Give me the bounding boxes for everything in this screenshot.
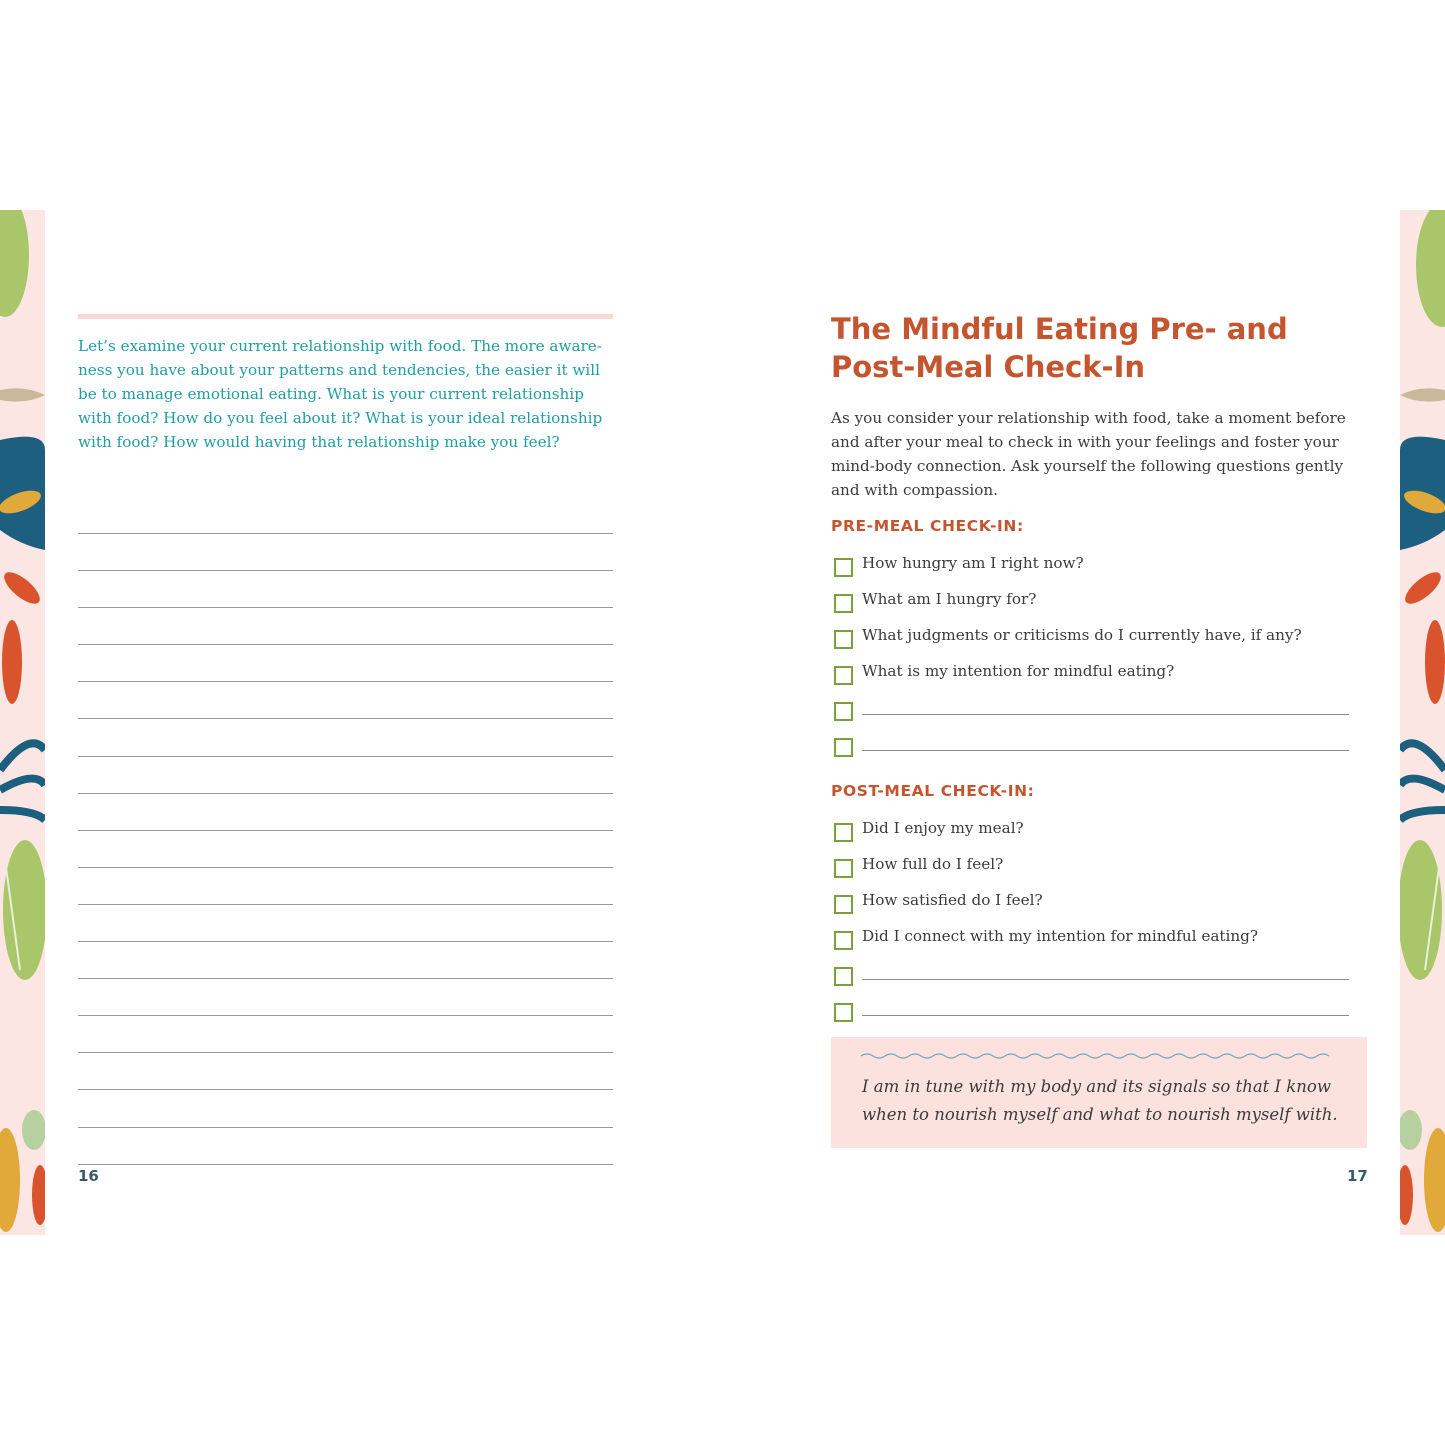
writing-line[interactable] [78, 535, 613, 571]
botanical-border-right [1400, 210, 1445, 1235]
checkbox[interactable] [834, 738, 853, 757]
writing-line[interactable] [78, 1129, 613, 1165]
page-title: The Mindful Eating Pre- and Post-Meal Check-In [831, 312, 1288, 384]
checkbox[interactable] [834, 702, 853, 721]
checklist-item[interactable] [834, 854, 1349, 890]
writing-line[interactable] [78, 795, 613, 831]
intro-paragraph: As you consider your relationship with food, take a moment before and after your meal to check in with your feelings and foster your mind-body connection. Ask yourself the following questions gently and with compassion. [831, 409, 1346, 499]
checklist-item-label: How hungry am I right now? [862, 554, 1084, 572]
wavy-divider-icon [861, 1052, 1336, 1060]
book-spread [0, 210, 1445, 1235]
checkbox[interactable] [834, 931, 853, 950]
affirmation-text: I am in tune with my body and its signals so that I know when to nourish myself and what to nourish myself with. [862, 1077, 1338, 1124]
writing-line[interactable] [78, 869, 613, 905]
writing-line[interactable] [78, 498, 613, 534]
writing-line[interactable] [78, 1092, 613, 1128]
checkbox[interactable] [834, 630, 853, 649]
blank-answer-line[interactable] [862, 979, 1349, 980]
pre-meal-heading: PRE-MEAL CHECK-IN: [831, 517, 1024, 535]
checklist-item[interactable] [834, 589, 1349, 625]
journal-prompt: Let’s examine your current relationship with food. The more aware-ness you have about your patterns and tendencies, the easier it will be to manage emotional eating. What is your current relationship with food? How do you feel about it? What is your ideal relationship with food? How would having that relationship make you feel? [78, 337, 603, 451]
checklist-item[interactable] [834, 661, 1349, 697]
checklist-item[interactable] [834, 818, 1349, 854]
writing-line[interactable] [78, 758, 613, 794]
leaf-pattern-icon [0, 210, 45, 1235]
writing-line[interactable] [78, 980, 613, 1016]
checklist-item[interactable] [834, 890, 1349, 926]
checkbox[interactable] [834, 823, 853, 842]
writing-line[interactable] [78, 906, 613, 942]
checklist-item-label: What is my intention for mindful eating? [862, 662, 1175, 680]
writing-line[interactable] [78, 572, 613, 608]
checklist-item-label: What judgments or criticisms do I currently have, if any? [862, 626, 1302, 644]
writing-lines[interactable] [78, 498, 613, 1166]
page-number-left: 16 [78, 1167, 99, 1185]
leaf-pattern-icon [1400, 210, 1445, 1235]
checklist-blank-item[interactable] [834, 733, 1349, 769]
checklist-item[interactable] [834, 926, 1349, 962]
writing-line[interactable] [78, 609, 613, 645]
writing-line[interactable] [78, 943, 613, 979]
checklist-item[interactable] [834, 625, 1349, 661]
writing-line[interactable] [78, 1017, 613, 1053]
checkbox[interactable] [834, 558, 853, 577]
checklist-item-label: Did I enjoy my meal? [862, 819, 1024, 837]
checkbox[interactable] [834, 666, 853, 685]
checklist-item-label: How satisfied do I feel? [862, 891, 1043, 909]
checklist-item-label: What am I hungry for? [862, 590, 1037, 608]
pre-meal-checklist [834, 553, 1349, 769]
page-number-right: 17 [1347, 1167, 1368, 1185]
writing-line[interactable] [78, 832, 613, 868]
checklist-blank-item[interactable] [834, 697, 1349, 733]
checklist-blank-item[interactable] [834, 962, 1349, 998]
checklist-blank-item[interactable] [834, 998, 1349, 1034]
blank-answer-line[interactable] [862, 714, 1349, 715]
writing-line[interactable] [78, 721, 613, 757]
writing-line[interactable] [78, 1054, 613, 1090]
writing-line[interactable] [78, 683, 613, 719]
checkbox[interactable] [834, 859, 853, 878]
post-meal-heading: POST-MEAL CHECK-IN: [831, 782, 1035, 800]
checkbox[interactable] [834, 967, 853, 986]
checkbox[interactable] [834, 1003, 853, 1022]
affirmation-box [831, 1037, 1367, 1148]
checkbox[interactable] [834, 895, 853, 914]
post-meal-checklist [834, 818, 1349, 1034]
checkbox[interactable] [834, 594, 853, 613]
decorative-top-rule [78, 314, 613, 319]
blank-answer-line[interactable] [862, 750, 1349, 751]
botanical-border-left [0, 210, 45, 1235]
writing-line[interactable] [78, 646, 613, 682]
checklist-item-label: How full do I feel? [862, 855, 1004, 873]
blank-answer-line[interactable] [862, 1015, 1349, 1016]
checklist-item-label: Did I connect with my intention for mindful eating? [862, 927, 1259, 945]
checklist-item[interactable] [834, 553, 1349, 589]
